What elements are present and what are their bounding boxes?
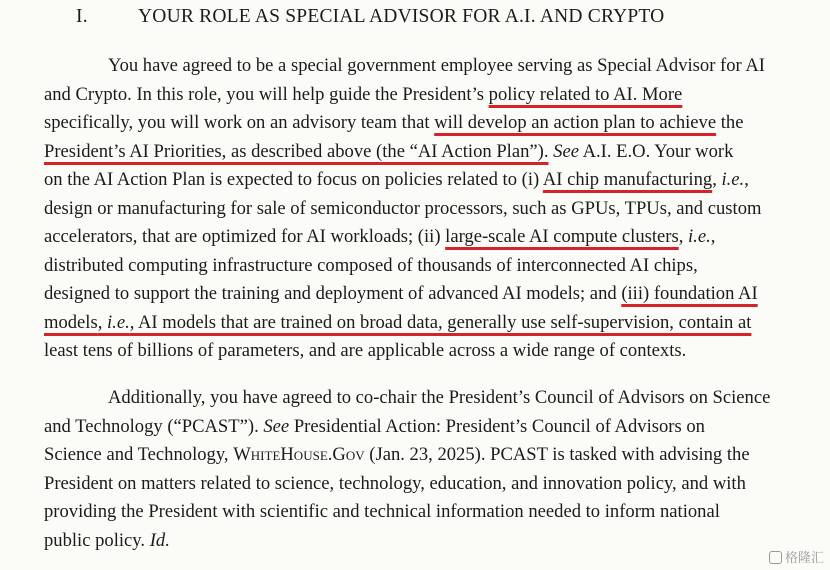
text-line: [44, 166, 814, 195]
text-run: President on matters related to science, technology, education, and innovation policy, and with: [44, 472, 746, 494]
highlight-ai-policy: policy related to AI. More: [488, 83, 683, 105]
text-run: on the AI Action Plan is expected to focus on policies related to (i): [44, 169, 543, 190]
role-paragraph: [44, 52, 814, 366]
watermark-logo-icon: [769, 551, 782, 564]
text-line: [44, 138, 814, 167]
text-line: [44, 384, 814, 413]
text-line: [44, 280, 814, 309]
text-run: You have agreed to be a special government employee serving as Special Advisor for AI: [108, 55, 765, 76]
text-run: providing the President with scientific and technical information needed to inform national: [44, 501, 720, 522]
text-line: [44, 223, 814, 252]
text-run: A.I. E.O. Your work: [578, 140, 734, 162]
source-name: WhiteHouse.Gov: [233, 444, 365, 465]
pcast-paragraph: [44, 384, 814, 555]
citation-signal: See: [548, 140, 579, 162]
text-line: [44, 309, 814, 338]
text-run: design or manufacturing for sale of semiconductor processors, such as GPUs, TPUs, and custom: [44, 197, 762, 219]
text-run: ,: [744, 169, 749, 190]
text-run: designed to support the training and deployment of advanced AI models; and: [44, 283, 622, 304]
text-line: [44, 337, 814, 366]
text-run: ,: [710, 226, 716, 247]
section-number: I.: [76, 6, 88, 27]
text-run: the: [716, 112, 744, 133]
text-run: specifically, you will work on an advisory team that: [44, 112, 435, 133]
text-line: [44, 52, 814, 81]
section-title: YOUR ROLE AS SPECIAL ADVISOR FOR A.I. AND CRYPTO: [138, 6, 665, 27]
text-run: i.e.: [721, 169, 745, 190]
text-line: [44, 252, 814, 281]
text-line: [44, 527, 814, 556]
highlight-models: models: [44, 311, 98, 333]
watermark: [769, 547, 824, 566]
section-heading: [76, 6, 664, 28]
text-line: [44, 498, 814, 527]
citation-signal: See: [263, 415, 290, 437]
text-run: Presidential Action: President’s Council of Advisors on: [289, 415, 705, 437]
text-line: [44, 441, 814, 470]
text-line: [44, 109, 814, 138]
text-run: i.e.: [107, 311, 130, 333]
citation-signal: Id.: [149, 529, 170, 551]
text-line: [44, 195, 814, 224]
text-line: [44, 413, 814, 442]
text-run: Science and Technology,: [44, 444, 234, 465]
text-run: distributed computing infrastructure composed of thousands of interconnected AI chips,: [44, 254, 698, 276]
text-run: (Jan. 23, 2025). PCAST is tasked with advising the: [364, 444, 750, 465]
text-run: public policy.: [44, 529, 150, 551]
watermark-text: 格隆汇: [784, 551, 824, 566]
highlight-action-plan: will develop an action plan to achieve: [434, 112, 717, 133]
text-run: and Technology (“PCAST”).: [44, 415, 264, 437]
text-run: ,: [97, 311, 108, 333]
highlight-compute-clusters: large-scale AI compute clusters: [445, 226, 679, 247]
text-run: i.e.: [688, 226, 711, 247]
highlight-ai-priorities: President’s AI Priorities, as described above (the “AI Action Plan”).: [44, 140, 549, 162]
highlight-foundation-ai: (iii) foundation AI: [621, 283, 758, 304]
text-line: [44, 81, 814, 110]
text-run: ,: [678, 226, 688, 247]
text-run: ,: [712, 169, 722, 190]
text-line: [44, 470, 814, 499]
text-run: , AI models that are trained on broad data, generally use self-supervision, contain at: [129, 311, 752, 333]
text-run: Additionally, you have agreed to co-chair the President’s Council of Advisors on Science: [108, 387, 771, 408]
text-run: accelerators, that are optimized for AI workloads; (ii): [44, 226, 446, 247]
highlight-chip-manufacturing: AI chip manufacturing: [542, 169, 713, 190]
text-run: and Crypto. In this role, you will help guide the President’s: [44, 83, 489, 105]
text-run: least tens of billions of parameters, and are applicable across a wide range of contexts.: [44, 340, 687, 361]
